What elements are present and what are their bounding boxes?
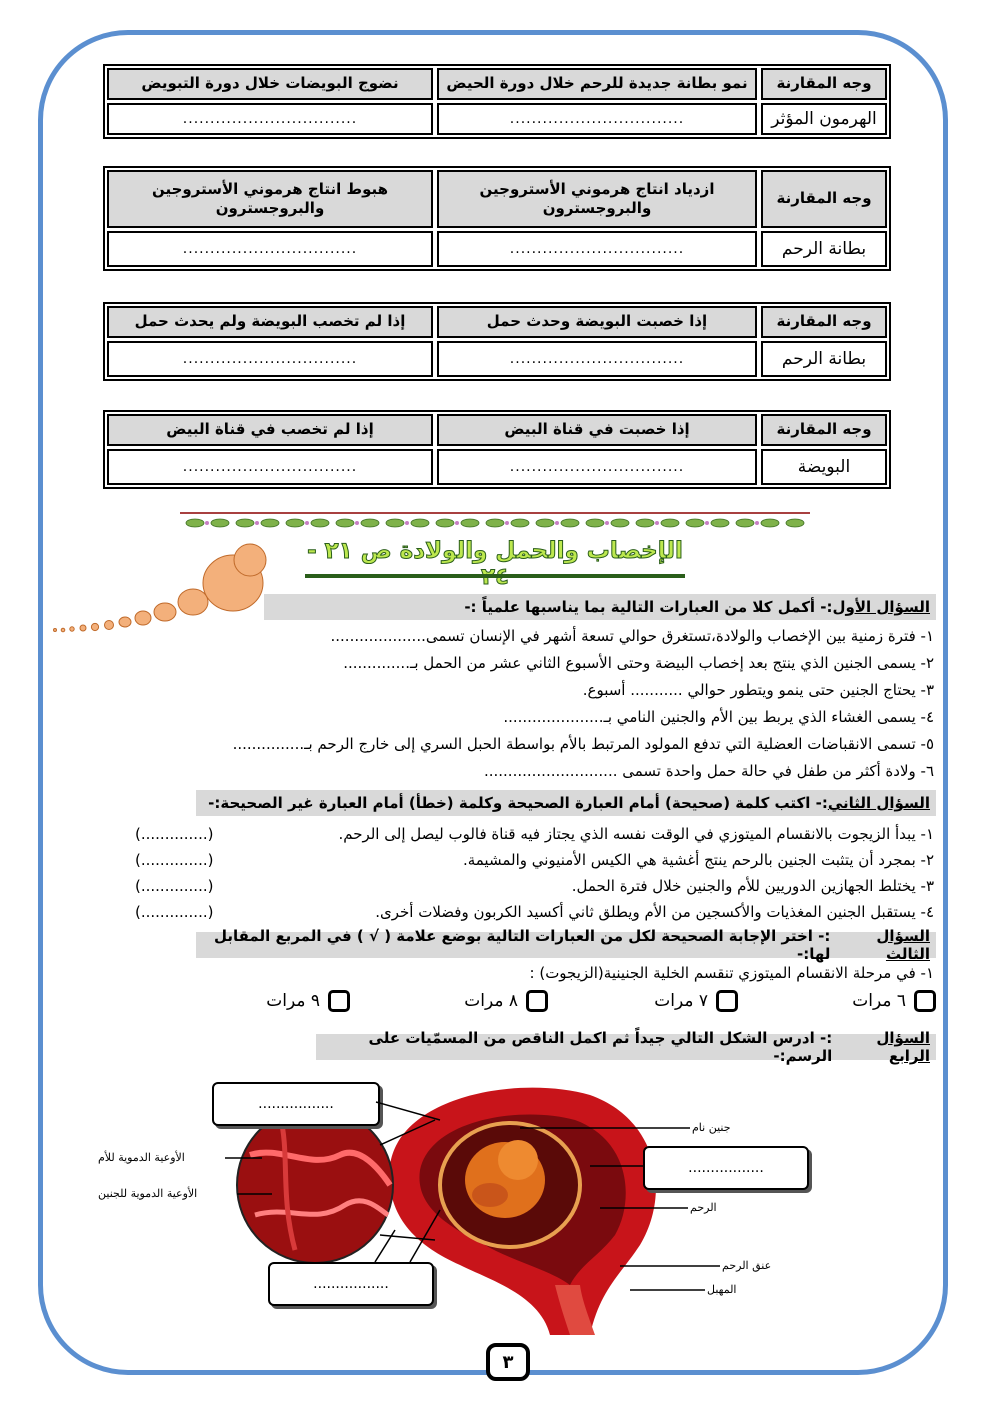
question-2-label: السؤال الثاني	[827, 794, 930, 812]
question-3-header	[196, 927, 936, 963]
comparison-col1-header: إذا خصبت البويضة وحدث حمل	[437, 306, 757, 338]
comparison-key-header: وجه المقارنة	[761, 170, 887, 228]
question-3-label: السؤال الثالث	[876, 927, 930, 963]
question-1-instruction: :- أكمل كلا من العبارات التالية بما يناسبها علمياً :-	[464, 598, 833, 616]
diagram-blank-label[interactable]: .................	[268, 1262, 434, 1306]
comparison-row-label: بطانة الرحم	[761, 231, 887, 267]
comparison-col2-header: نضوج البويضات خلال دورة التبويض	[107, 68, 433, 100]
banner-underline	[305, 574, 685, 578]
question-4-header	[316, 1029, 936, 1065]
comparison-col1-header: نمو بطانة جديدة للرحم خلال دورة الحيض	[437, 68, 757, 100]
label-fetus-vessels: الأوعية الدموية للجنين	[98, 1187, 198, 1200]
fetus-development-icon	[45, 538, 295, 638]
choice-label: ٧ مرات	[654, 991, 708, 1011]
comparison-col2-header: هبوط انتاج هرموني الأستروجين والبروجسترون	[107, 170, 433, 228]
label-uterus: الرحم	[690, 1201, 717, 1214]
comparison-table-4	[103, 410, 891, 489]
question-2-item: ١- يبدأ الزيجوت بالانقسام الميتوزي في الوقت نفسه الذي يجتاز فيه قناة فالوب ليصل إلى الرحم.	[338, 825, 934, 843]
question-1-item: ٢- يسمى الجنين الذي ينتج بعد إخصاب البيضة وحتى الأسبوع الثاني عشر من الحمل بـ..............	[343, 654, 934, 672]
choice-label: ٦ مرات	[852, 991, 906, 1011]
question-1-header	[264, 594, 936, 620]
answer-blank[interactable]: ................................	[437, 341, 757, 377]
choice-option[interactable]	[266, 988, 350, 1014]
question-2-item: ٤- يستقبل الجنين المغذيات والأكسجين من الأم ويطلق ثاني أكسيد الكربون وفضلات أخرى.	[375, 903, 934, 921]
checkbox[interactable]	[328, 990, 350, 1012]
question-3-instruction: :- اختر الإجابة الصحيحة لكل من العبارات التالية بوضع علامة ( √ ) في المربع المقابل لها:-	[213, 927, 831, 963]
diagram-blank-label[interactable]: .................	[212, 1082, 380, 1126]
page-number: ٣	[486, 1343, 530, 1381]
label-mother-vessels: الأوعية الدموية للأم	[98, 1151, 185, 1164]
choice-option[interactable]	[852, 988, 936, 1014]
comparison-col2-header: إذا لم تخصب البويضة ولم يحدث حمل	[107, 306, 433, 338]
question-1-item: ٤- يسمى الغشاء الذي يربط بين الأم والجنين النامي بـ.....................	[503, 708, 934, 726]
comparison-col1-header: إذا خصبت في قناة البيض	[437, 414, 757, 446]
question-2-item: ٣- يختلط الجهازين الدوريين للأم والجنين خلال فترة الحمل.	[571, 877, 934, 895]
answer-blank[interactable]: ................................	[107, 449, 433, 485]
answer-blank[interactable]: (..............)	[135, 877, 214, 895]
label-fetus: جنين نام	[692, 1121, 731, 1134]
comparison-row-label: الهرمون المؤثر	[761, 103, 887, 135]
label-vagina: المهبل	[707, 1283, 737, 1296]
decorative-divider	[180, 510, 810, 530]
lesson-title-banner: الإخصاب والحمل والولادة ص ٢١ -	[307, 538, 683, 564]
question-3-item: ١- في مرحلة الانقسام الميتوزي تنقسم الخلية الجنينية(الزيجوت) :	[529, 964, 934, 982]
answer-blank[interactable]: (..............)	[135, 851, 214, 869]
question-4-instruction: :- ادرس الشكل التالي جيداً ثم اكمل الناقص من المسمّيات على الرسم:-	[368, 1029, 833, 1065]
question-1-item: ٦- ولادة أكثر من طفل في حالة حمل واحدة تسمى ............................	[483, 762, 934, 780]
answer-blank[interactable]: ................................	[107, 231, 433, 267]
comparison-col2-header: إذا لم تخصب في قناة البيض	[107, 414, 433, 446]
answer-blank[interactable]: (..............)	[135, 903, 214, 921]
comparison-table-2	[103, 166, 891, 271]
answer-blank[interactable]: ................................	[437, 103, 757, 135]
answer-blank[interactable]: ................................	[107, 341, 433, 377]
comparison-table-1	[103, 64, 891, 139]
answer-blank[interactable]: ................................	[437, 449, 757, 485]
comparison-row-label: البويضة	[761, 449, 887, 485]
comparison-table-3	[103, 302, 891, 381]
question-2-instruction: :- اكتب كلمة (صحيحة) أمام العبارة الصحيحة وكلمة (خطأ) أمام العبارة غير الصحيحة:-	[208, 794, 828, 812]
choice-option[interactable]	[464, 988, 548, 1014]
answer-blank[interactable]: ................................	[437, 231, 757, 267]
question-1-label: السؤال الأول	[832, 598, 930, 616]
diagram-blank-label[interactable]: .................	[643, 1146, 809, 1190]
comparison-col1-header: ازدياد انتاج هرموني الأستروجين والبروجسترون	[437, 170, 757, 228]
question-4-label: السؤال الرابع	[876, 1029, 930, 1065]
checkbox[interactable]	[914, 990, 936, 1012]
comparison-key-header: وجه المقارنة	[761, 306, 887, 338]
question-1-item: ٥- تسمى الانقباضات العضلية التي تدفع المولود المرتبط بالأم بواسطة الحبل السري إلى خارج الرحم بـ...............	[232, 735, 934, 753]
answer-blank[interactable]: (..............)	[135, 825, 214, 843]
label-cervix: عنق الرحم	[722, 1259, 772, 1272]
checkbox[interactable]	[526, 990, 548, 1012]
question-2-item: ٢- بمجرد أن يتثبت الجنين بالرحم ينتج أغشية هي الكيس الأمنيوني والمشيمة.	[462, 851, 934, 869]
answer-blank[interactable]: ................................	[107, 103, 433, 135]
comparison-row-label: بطانة الرحم	[761, 341, 887, 377]
question-1-item: ٣- يحتاج الجنين حتى ينمو ويتطور حوالي ........... أسبوع.	[582, 681, 934, 699]
choice-label: ٩ مرات	[266, 991, 320, 1011]
question-2-header	[196, 790, 936, 816]
choice-label: ٨ مرات	[464, 991, 518, 1011]
question-1-item: ١- فترة زمنية بين الإخصاب والولادة،تستغرق حوالي تسعة أشهر في الإنسان تسمى....................	[330, 627, 934, 645]
checkbox[interactable]	[716, 990, 738, 1012]
comparison-key-header: وجه المقارنة	[761, 68, 887, 100]
comparison-key-header: وجه المقارنة	[761, 414, 887, 446]
choice-option[interactable]	[654, 988, 738, 1014]
